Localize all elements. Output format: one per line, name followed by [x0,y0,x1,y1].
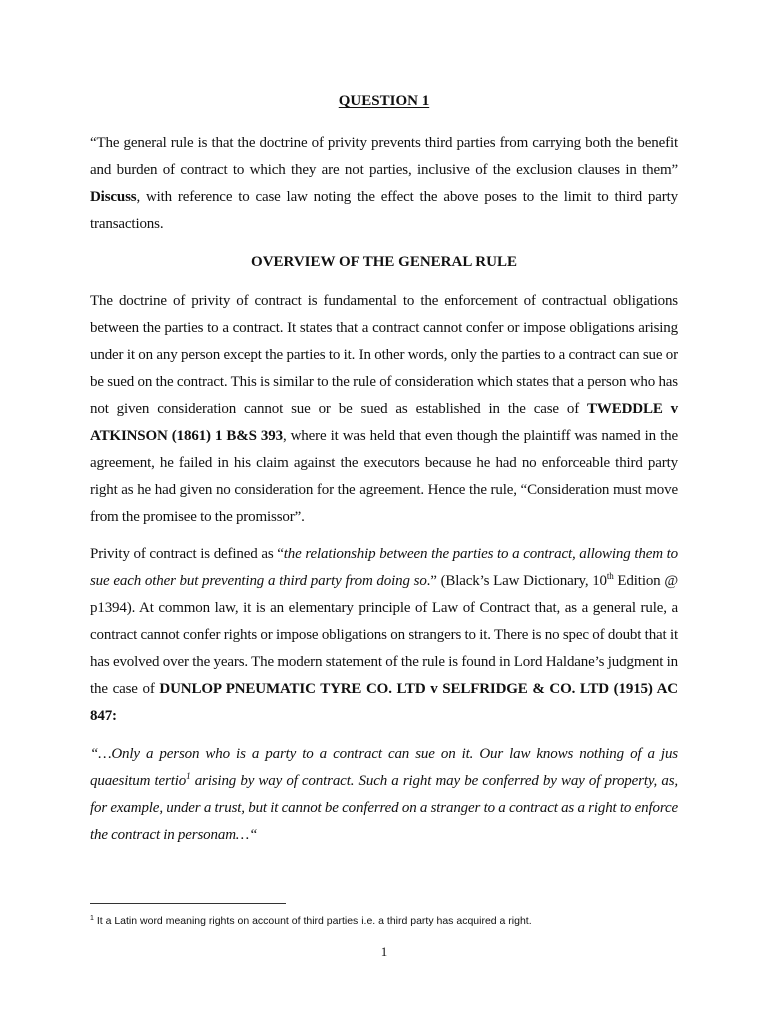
question-text-end: , with reference to case law noting the effect the above poses to the limit to third party transactions. [90,189,678,232]
privity-text-middle: .” (Black’s Law Dictionary, 10 [426,573,607,589]
overview-title: OVERVIEW OF THE GENERAL RULE [251,254,517,270]
footnote-text: It a Latin word meaning rights on account of third parties i.e. a third party has acquired a right. [93,915,532,927]
footnote [90,914,532,928]
quote-text-end: arising by way of contract. Such a right may be conferred by way of property, as, for example, under a trust, but it cannot be conferred on a stranger to a contract as a right to enforce the contract in personam…“ [90,773,678,843]
privity-text-start: Privity of contract is defined as “ [90,546,284,562]
discuss-keyword: Discuss [90,189,137,205]
haldane-quote [90,741,678,849]
footnote-number: 1 [90,915,94,922]
case-citation-dunlop: DUNLOP PNEUMATIC TYRE CO. LTD v SELFRIDGE & CO. LTD (1915) AC 847: [90,681,678,724]
edition-superscript: th [606,571,614,581]
quote-text-start: “…Only a person who is a party to a contract can sue on it. Our law knows nothing of a jus quaesitum tertio [90,746,678,789]
overview-paragraph [90,288,678,531]
overview-text-start: The doctrine of privity of contract is fundamental to the enforcement of contractual obligations between the parties to a contract. It states that a contract cannot confer or impose obligations arising under it on any person except the parties to it. In other words, only the parties to a contract can sue or be sued on the contract. This is similar to the rule of consideration which states that a person who has not given consideration cannot sue or be sued as established in the case of [90,293,678,417]
question-paragraph [90,130,678,238]
privity-text-rest: Edition @ p1394). At common law, it is an elementary principle of Law of Contract that, as a general rule, a contract cannot confer rights or impose obligations on strangers to it. There is no spec of doubt that it has evolved over the years. The modern statement of the rule is found in Lord Haldane’s judgment in the case of [90,573,678,697]
page-number: 1 [380,944,388,959]
privity-definition: the relationship between the parties to a contract, allowing them to sue each other but preventing a third party from doing so [90,546,678,589]
footnote-reference[interactable]: 1 [186,771,191,781]
privity-paragraph [90,541,678,730]
case-citation-tweddle: TWEDDLE v ATKINSON (1861) 1 B&S 393 [90,401,678,444]
footnote-separator [90,903,286,904]
question-text-start: “The general rule is that the doctrine of privity prevents third parties from carrying both the benefit and burden of contract to which they are not parties, inclusive of the exclusion clauses in them” [90,135,678,178]
question-title: QUESTION 1 [338,93,430,109]
overview-text-end: , where it was held that even though the plaintiff was named in the agreement, he failed in his claim against the executors because he had no enforceable third party right as he had given no consideration for the agreement. Hence the rule, “Consideration must move from the promisee to the promissor”. [90,428,678,525]
